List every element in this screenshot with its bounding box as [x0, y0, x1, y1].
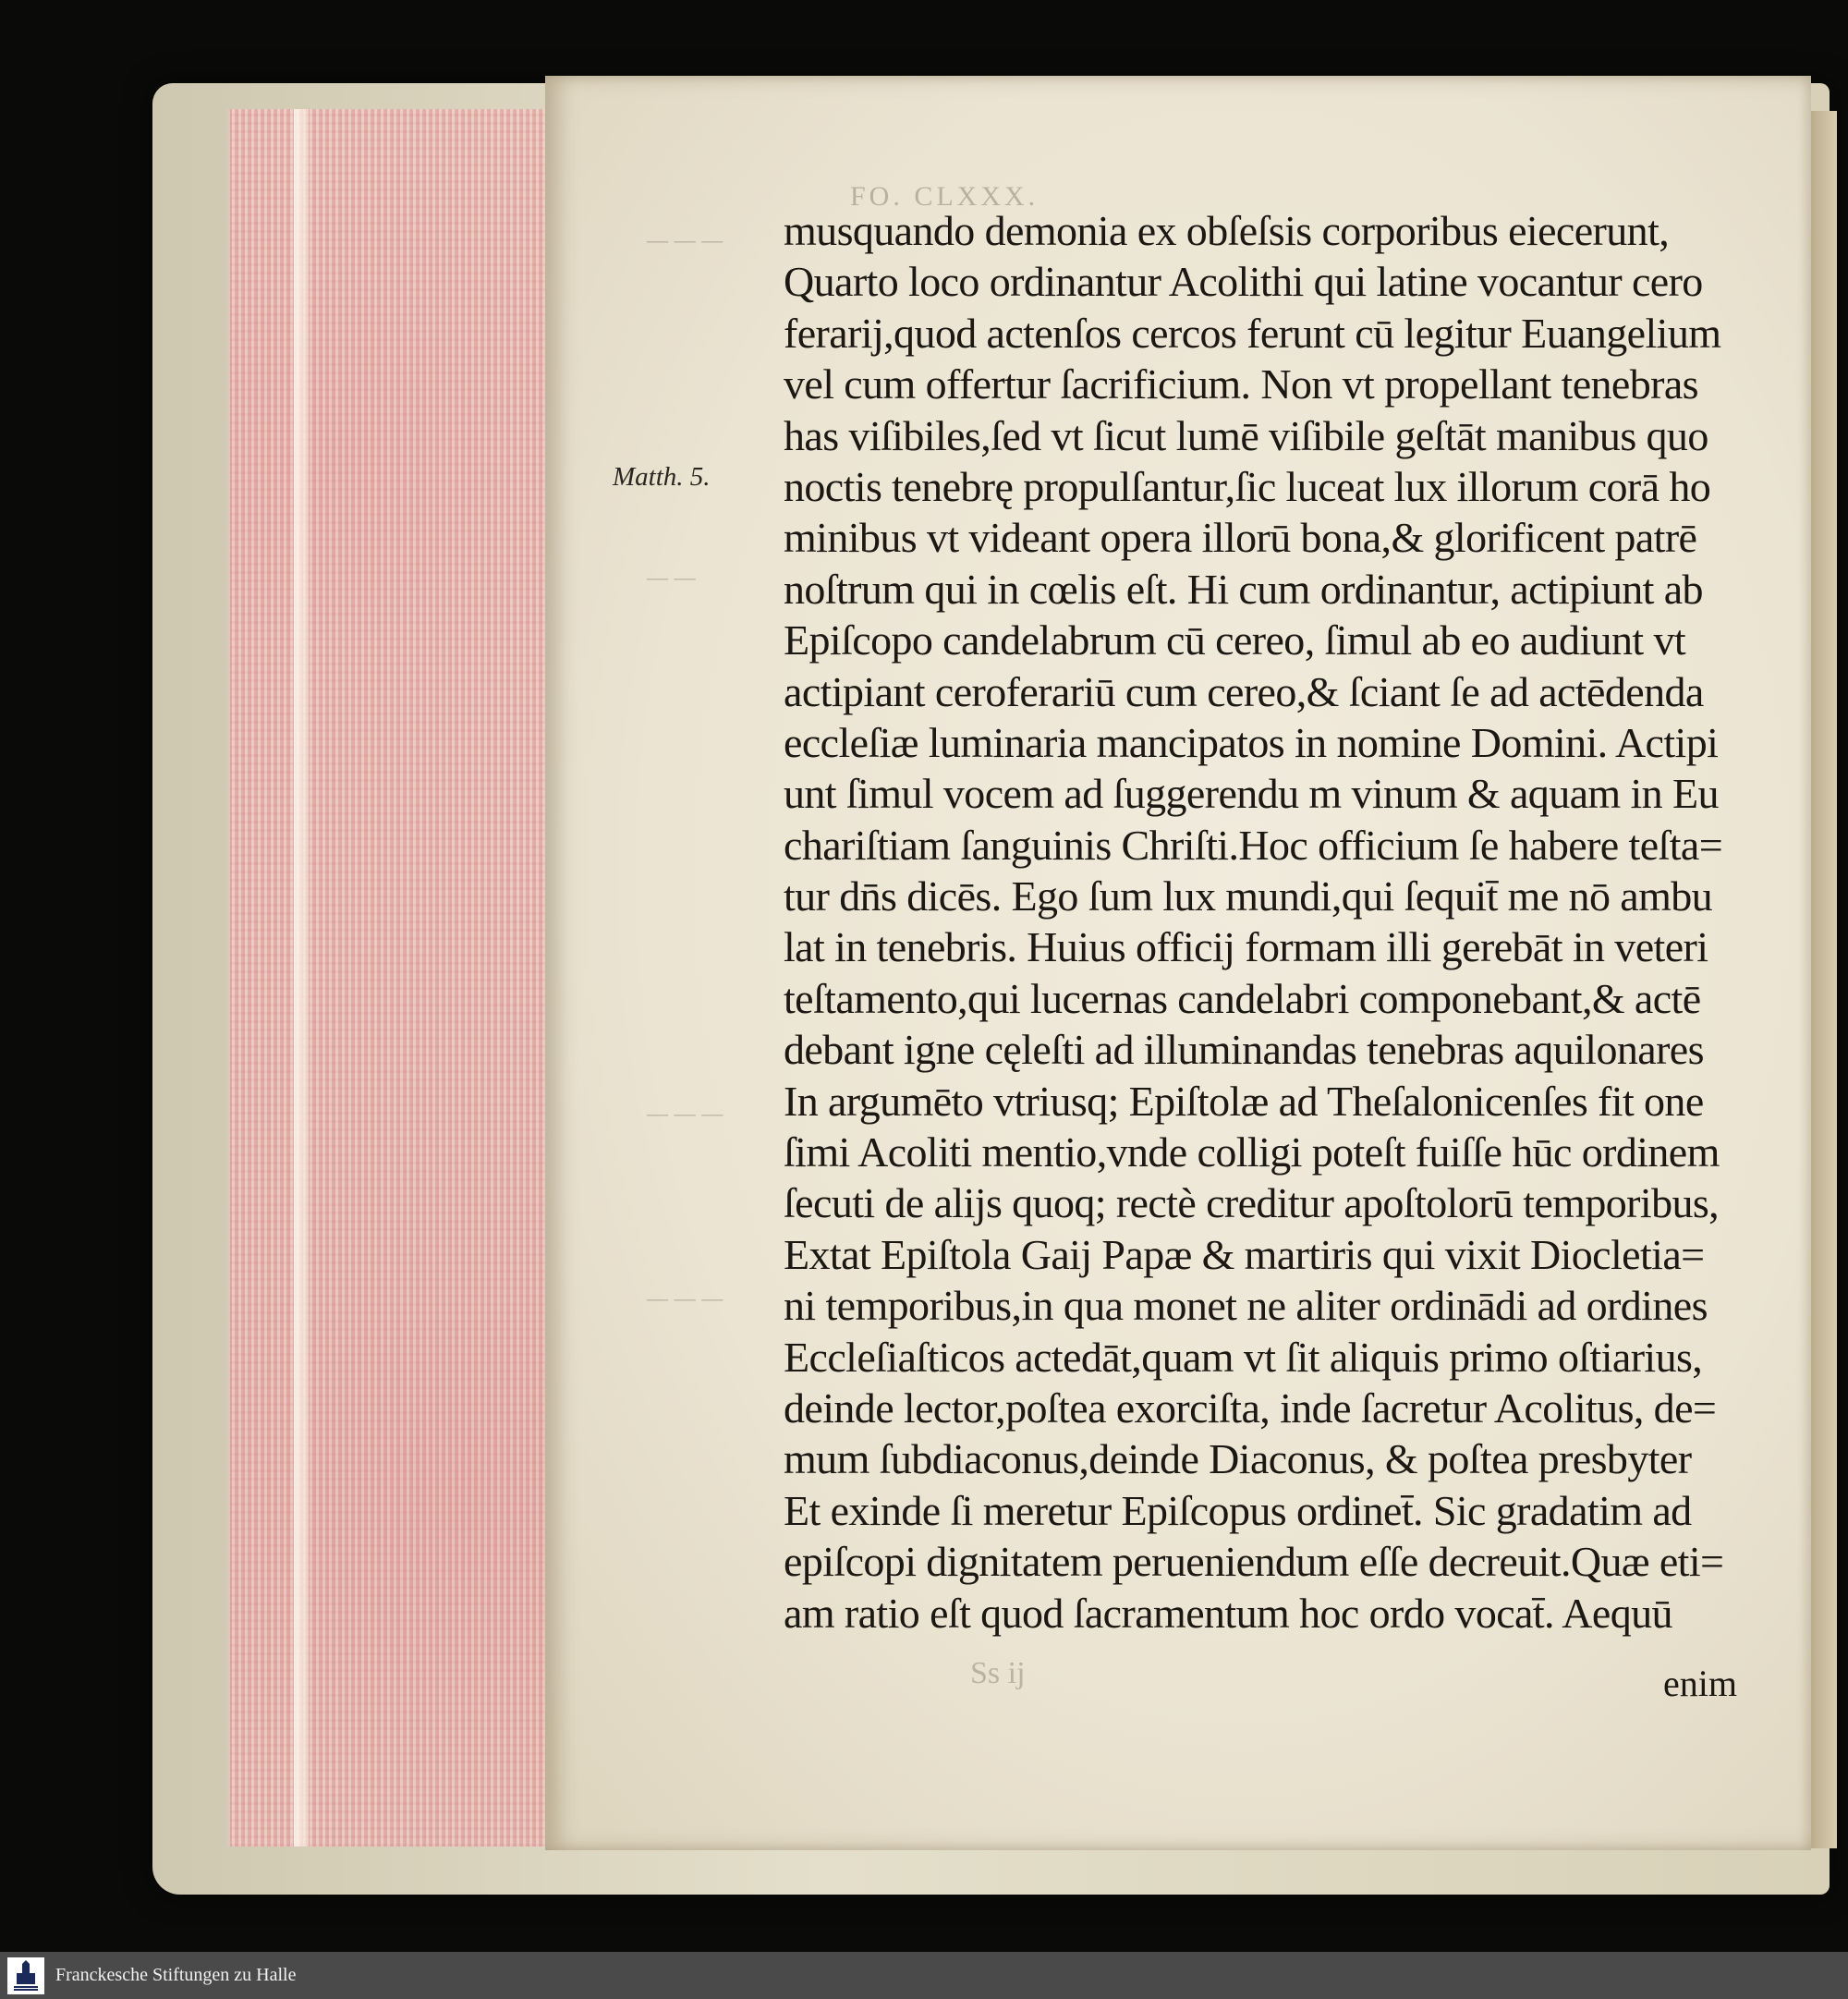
page-edge-highlight: [294, 109, 309, 1847]
text-line: ni temporibus,in qua monet ne aliter ordinādi ad ordines: [784, 1282, 1708, 1330]
text-line: minibus vt videant opera illorū bona,& glorificent patrē: [784, 514, 1697, 562]
text-line: eccleſiæ luminaria mancipatos in nomine Domini. Actipi: [784, 718, 1719, 766]
footer-label: Franckesche Stiftungen zu Halle: [55, 1965, 297, 1985]
text-line: lat in tenebris. Huius officij formam illi gerebāt in veteri: [784, 923, 1708, 971]
facing-page-edge: [1809, 111, 1837, 1848]
text-line: chariſtiam ſanguinis Chriſti.Hoc officium ſe habere teſta=: [784, 821, 1723, 869]
marginal-reference: Matth. 5.: [613, 462, 711, 492]
text-line: noſtrum qui in cœlis eſt. Hi cum ordinantur, actipiunt ab: [784, 565, 1703, 613]
text-line: unt ſimul vocem ad ſuggerendu m vinum & aquam in Eu: [784, 770, 1719, 818]
show-through-marginal: — — —: [647, 226, 723, 253]
text-line: deinde lector,poſtea exorciſta, inde ſacretur Acolitus, de=: [784, 1383, 1717, 1432]
show-through-marginal: — — —: [647, 1285, 723, 1311]
show-through-marginal: — —: [647, 564, 696, 591]
text-line: debant igne cęleſti ad illuminandas tenebras aquilonares: [784, 1026, 1704, 1074]
text-line: tur dn̄s dicēs. Ego ſum lux mundi,qui ſequit̄ me nō ambu: [784, 872, 1713, 920]
text-line: teſtamento,qui lucernas candelabri componebant,& actē: [784, 974, 1701, 1022]
text-line: mum ſubdiaconus,deinde Diaconus, & poſtea presbyter: [784, 1435, 1692, 1483]
text-line: ſimi Acoliti mentio,vnde colligi poteſt fuiſſe hūc ordinem: [784, 1128, 1720, 1176]
text-line: actipiant ceroferariū cum cereo,& ſciant ſe ad actēdenda: [784, 667, 1704, 715]
text-line: musquando demonia ex obſeſsis corporibus eiecerunt,: [784, 207, 1670, 254]
text-line: epiſcopi dignitatem perueniendum eſſe decreuit.Quæ eti=: [784, 1538, 1724, 1586]
text-line: In argumēto vtriusq; Epiſtolæ ad Theſalonicenſes fit one: [784, 1077, 1704, 1125]
archive-footer: [0, 1952, 1848, 1999]
text-line: has viſibiles,ſed vt ſicut lumē viſibile geſtāt manibus quo: [784, 411, 1708, 459]
text-line: Extat Epiſtola Gaij Papæ & martiris qui vixit Diocletia=: [784, 1230, 1705, 1278]
show-through-marginal: — — —: [647, 1100, 723, 1127]
text-line: Eccleſiaſticos actedāt,quam vt ſit aliquis primo oſtiarius,: [784, 1333, 1703, 1381]
text-line: ferarij,quod actenſos cercos ferunt cū legitur Euangelium: [784, 309, 1721, 357]
red-sprinkled-page-edges: [226, 109, 549, 1847]
text-line: Et exinde ſi meretur Epiſcopus ordinet̄. Sic gradatim ad: [784, 1486, 1692, 1534]
institution-logo-icon: [7, 1957, 44, 1994]
show-through-header: FO. CLXXX.: [850, 181, 1040, 212]
text-line: noctis tenebrę propulſantur,ſic luceat lux illorum corā ho: [784, 462, 1711, 510]
show-through-signature: Ss ij: [970, 1656, 1026, 1690]
text-line: ſecuti de alijs quoq; rectè creditur apoſtolorū temporibus,: [784, 1179, 1720, 1227]
text-line: Epiſcopo candelabrum cū cereo, ſimul ab eo audiunt vt: [784, 616, 1686, 664]
text-line: Quarto loco ordinantur Acolithi qui latine vocantur cero: [784, 258, 1703, 306]
text-line: vel cum offertur ſacrificium. Non vt propellant tenebras: [784, 360, 1698, 408]
text-line: am ratio eſt quod ſacramentum hoc ordo vocat̄. Aequū: [784, 1589, 1672, 1637]
catchword: enim: [1663, 1663, 1737, 1704]
body-text: [784, 205, 1758, 1639]
